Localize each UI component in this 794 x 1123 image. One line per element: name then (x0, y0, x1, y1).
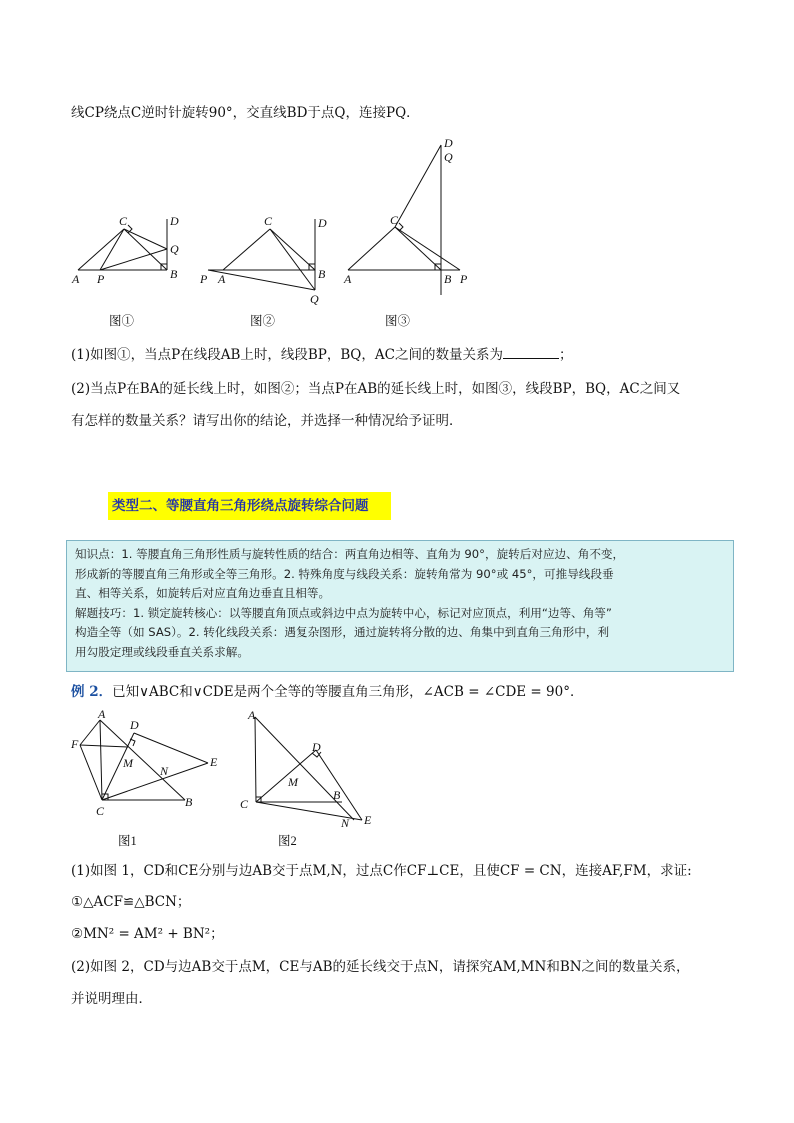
figb-label-d: D (312, 740, 321, 754)
fig2-label-c: C (264, 214, 273, 228)
caption-figa: 图1 (118, 834, 137, 848)
question-1-text: (1)如图①，当点P在线段AB上时，线段BP，BQ，AC之间的数量关系为 (71, 347, 503, 363)
example-2-text: 已知∨ABC和∨CDE是两个全等的等腰直角三角形，∠ACB = ∠CDE = 90°． (112, 684, 584, 700)
figure-a (70, 707, 218, 848)
figure-2 (199, 214, 327, 328)
example-2-item-2: ②MN² = AM² + BN²； (71, 926, 224, 942)
fig2-label-q: Q (310, 292, 319, 306)
caption-figb: 图2 (278, 834, 297, 848)
fig1-label-q: Q (170, 242, 179, 256)
fig2-label-p: P (200, 272, 208, 286)
knowledge-box (66, 540, 734, 672)
figb-label-c: C (240, 797, 249, 811)
figb-label-n: N (341, 816, 350, 830)
figure-b (240, 708, 372, 848)
question-2-line-1: (2)当点P在BA的延长线上时，如图②；当点P在AB的延长线上时，如图③，线段BP，BQ，AC之间又 (71, 381, 681, 397)
fig2-label-a: A (218, 272, 226, 286)
figb-label-e: E (364, 813, 372, 827)
fig1-label-d: D (170, 214, 179, 228)
example-2-question-2-line-1: (2)如图 2，CD与边AB交于点M，CE与AB的延长线交于点N，请探究AM,MN和BN之间的数量关系， (71, 959, 690, 975)
fig1-label-b: B (170, 267, 178, 281)
figa-label-a: A (98, 707, 106, 721)
fig1-label-c: C (119, 214, 128, 228)
figure-set-2 (60, 705, 400, 855)
figa-label-f: F (71, 737, 79, 751)
figa-label-e: E (210, 755, 218, 769)
example-2 (71, 683, 583, 701)
type-title: 类型二、等腰直角三角形绕点旋转综合问题 (108, 492, 391, 520)
question-1-end: ； (558, 347, 573, 363)
knowledge-line: 知识点：1. 等腰直角三角形性质与旋转性质的结合：两直角边相等、直角为 90°，旋转后对应边、角不变， (75, 547, 625, 561)
figure-3 (343, 136, 468, 328)
figb-label-m: M (288, 775, 298, 789)
answer-blank[interactable] (503, 346, 559, 359)
question-2-line-2: 有怎样的数量关系？请写出你的结论，并选择一种情况给予证明． (71, 413, 463, 429)
example-2-label: 例 2． (71, 684, 113, 700)
caption-fig1: 图① (109, 314, 135, 328)
fig3-label-d: D (444, 136, 453, 150)
knowledge-line: 直、相等关系，如旋转后对应直角边垂直且相等。 (75, 586, 331, 600)
fig3-label-a: A (344, 272, 352, 286)
fig2-label-b: B (318, 267, 326, 281)
figb-label-a: A (248, 708, 256, 722)
intro-line: 线CP绕点C逆时针旋转90°，交直线BD于点Q，连接PQ． (71, 105, 420, 121)
figa-label-d: D (130, 718, 139, 732)
example-2-question-1: (1)如图 1，CD和CE分别与边AB交于点M,N，过点C作CF⊥CE，且使CF = CN，连接AF,FM，求证: (71, 863, 692, 879)
question-1 (71, 346, 572, 364)
knowledge-line: 形成新的等腰直角三角形或全等三角形。2. 特殊角度与线段关系：旋转角常为 90°或 45°，可推导线段垂 (75, 566, 614, 581)
caption-fig2: 图② (250, 314, 276, 328)
fig3-label-p: P (460, 272, 468, 286)
figa-label-m: M (123, 756, 133, 770)
fig1-label-p: P (97, 272, 105, 286)
fig3-label-q: Q (444, 150, 453, 164)
fig3-label-c: C (390, 213, 399, 227)
figb-label-b: B (333, 788, 341, 802)
knowledge-line: 构造全等（如 SAS）。2. 转化线段关系：遇复杂图形，通过旋转将分散的边、角集中到直角三角形中，利 (75, 625, 610, 639)
figure-1 (71, 214, 179, 328)
knowledge-line: 用勾股定理或线段垂直关系求解。 (75, 644, 249, 659)
caption-fig3: 图③ (385, 314, 411, 328)
example-2-question-2-line-2: 并说明理由． (71, 991, 152, 1007)
fig3-label-b: B (444, 272, 452, 286)
figa-label-b: B (185, 795, 193, 809)
figa-label-n: N (160, 764, 169, 778)
fig1-label-a: A (72, 272, 80, 286)
figa-label-c: C (96, 804, 105, 818)
figure-set-1 (60, 135, 480, 335)
fig2-label-d: D (318, 216, 327, 230)
knowledge-line: 解题技巧：1. 锁定旋转核心：以等腰直角顶点或斜边中点为旋转中心，标记对应顶点，利用“边等、角等” (75, 605, 612, 620)
example-2-item-1: ①△ACF≌△BCN； (71, 894, 191, 910)
